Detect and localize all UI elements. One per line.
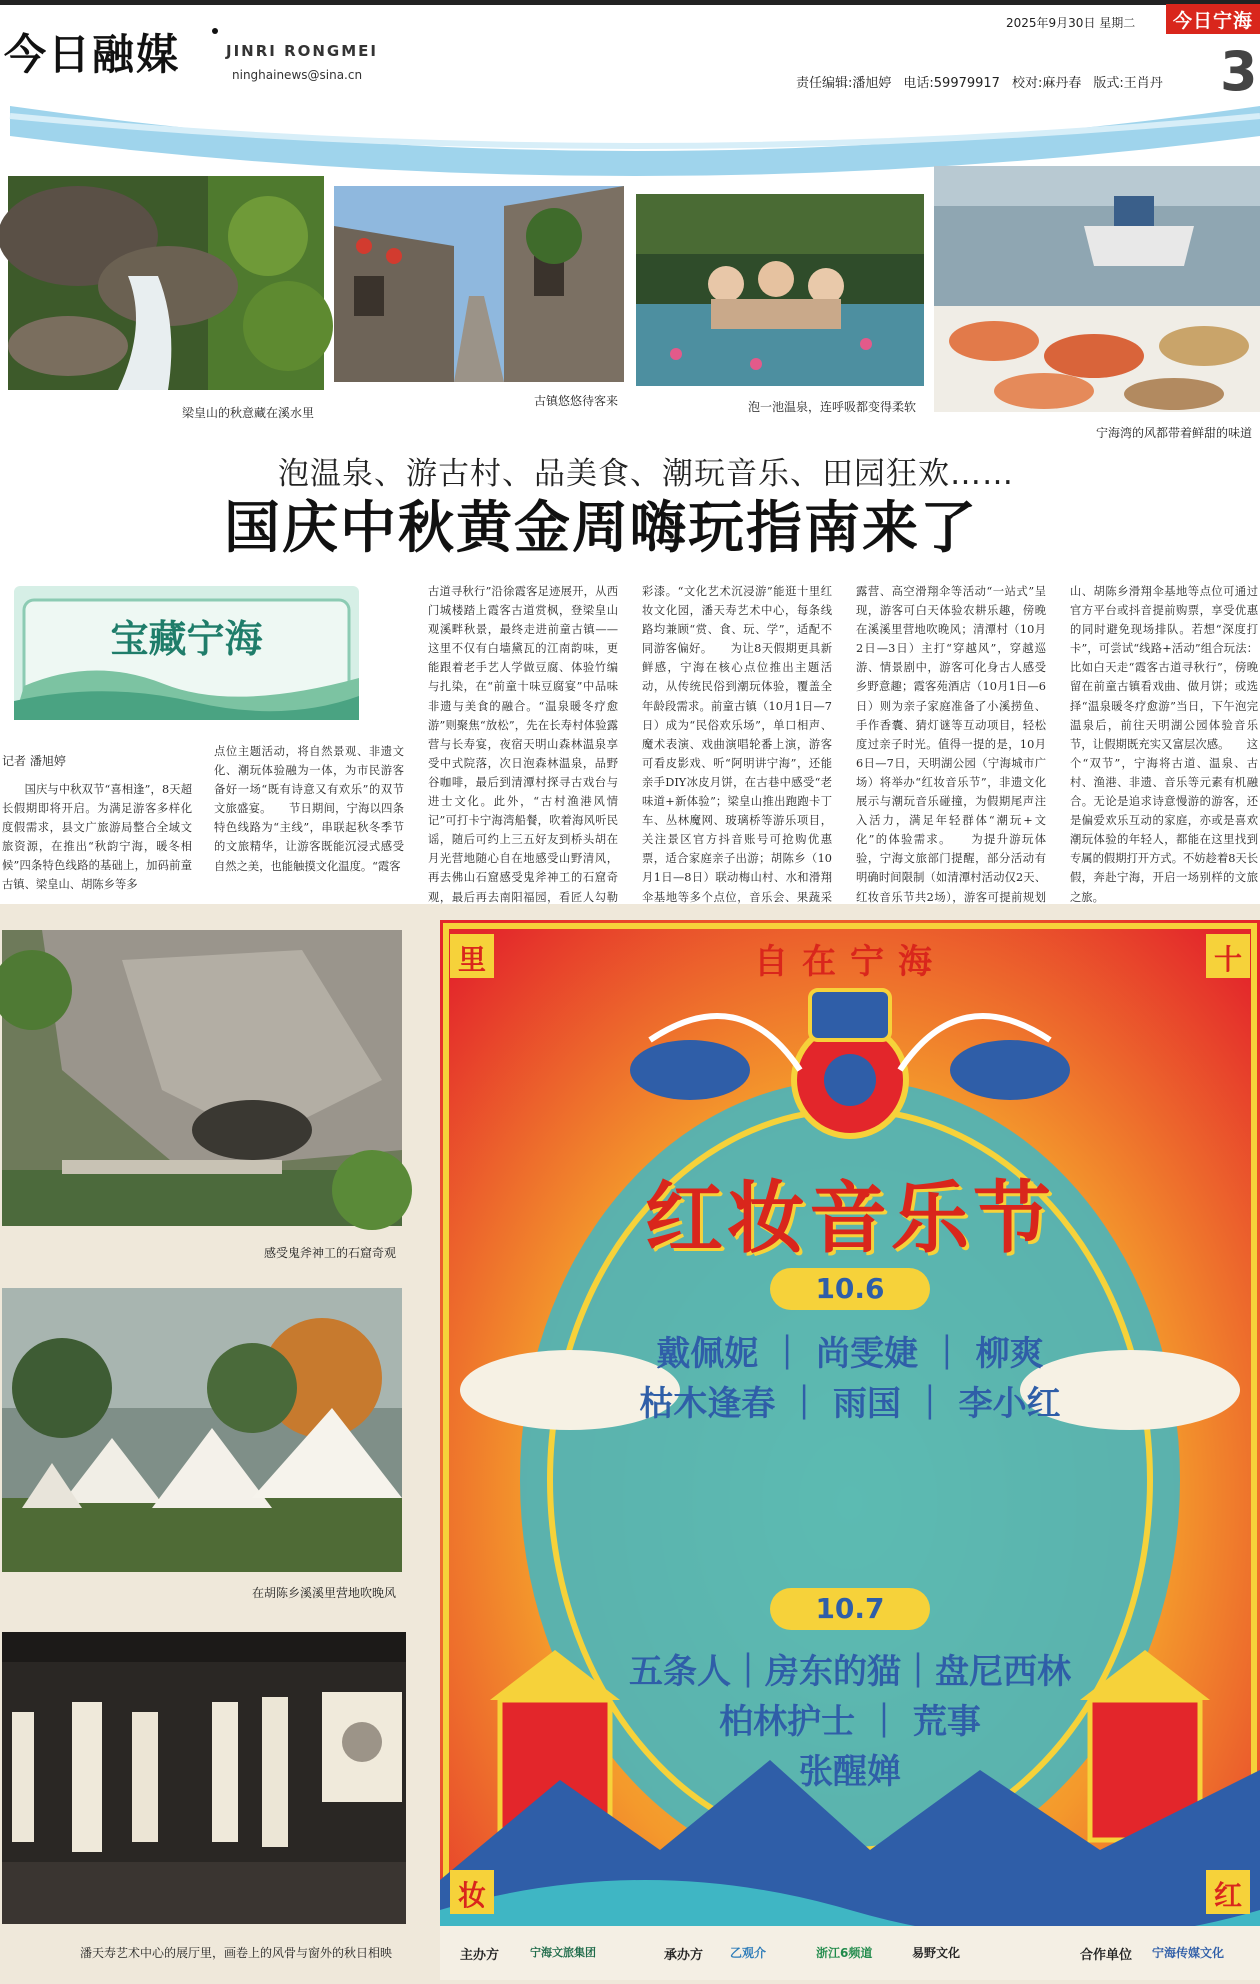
- poster-host-label: 主办方: [460, 1948, 500, 1963]
- editor-credits: [796, 72, 1163, 91]
- credit-phone: 电话:59979917: [903, 76, 1000, 91]
- poster-organizer-label: 承办方: [664, 1948, 704, 1963]
- issue-date: 2025年9月30日 星期二: [1006, 16, 1136, 30]
- poster-day2-date: 10.7: [815, 1592, 885, 1625]
- banner-text: 宝藏宁海: [110, 616, 263, 661]
- photo-stone-grotto: [2, 930, 402, 1226]
- article-column-2: 点位主题活动，将自然景观、非遗文化、潮玩体验融为一体，为市民游客备好一场“既有诗意又有欢乐”的双节文旅盛宴。 节日期间，宁海以四条特色线路为“主线”，串联起秋冬季节的文旅精华，让游客既能沉浸式感受自然之美，也能触摸文化温度。“霞客: [214, 745, 404, 873]
- poster-title: 红妆音乐节: [644, 1174, 1055, 1264]
- photo-caption: 梁皇山的秋意藏在溪水里: [182, 406, 315, 420]
- photo-caption: 潘天寿艺术中心的展厅里，画卷上的风骨与窗外的秋日相映: [80, 1946, 393, 1960]
- photo-lianghuangshan-stream: [8, 176, 324, 390]
- bullet-dot: [212, 28, 218, 34]
- music-festival-poster: [440, 920, 1260, 1980]
- article-column-1: 国庆与中秋双节“喜相逢”，8天超长假期即将开启。为满足游客多样化度假需求，县文广旅游局整合全域文旅资源，在推出“秋韵宁海，暖冬相候”四条特色线路的基础上，加码前童古镇、梁皇山、胡陈乡等多: [2, 783, 192, 892]
- photo-caption: 在胡陈乡溪溪里营地吹晚风: [252, 1586, 397, 1600]
- article-column-3: 古道寻秋行”沿徐霞客足迹展开，从西门城楼踏上霞客古道赏枫，登梁皇山观溪畔秋景，最终走进前童古镇——这里不仅有白墙黛瓦的江南韵味，更能跟着老手艺人学做豆腐、体验竹编与扎染，在“前童十味豆腐宴”中品味非遗与美食的融合。“温泉暖冬疗愈游”则聚焦“放松”，先在长寿村体验露营与长寿宴，夜宿天明山森林温泉享受中式院落，次日泡森林温泉，品野谷咖啡，最后到清潭村探寻古戏台与进士文化。此外，“古村渔港风情记”可打卡宁海湾船餐，吹着海风听民谣，随后可约上三五好友到桥头胡在月光营地随心自在地感受山野清风，再去佛山石窟感受鬼斧神工的石窟奇观，最后再去南阳福园，看匠人勾勒: [428, 585, 618, 904]
- section-pinyin: JINRI RONGMEI: [226, 42, 378, 60]
- credit-editor: 责任编辑:潘旭婷: [796, 76, 892, 91]
- photo-ancient-town: [334, 186, 624, 382]
- poster-organizer-logo: 乙观介: [730, 1946, 767, 1960]
- poster-artwork: [440, 920, 1260, 1980]
- article-column-5: 露营、高空滑翔伞等活动“一站式”呈现，游客可白天体验农耕乐趣，傍晚在溪溪里营地吹晚风；清潭村（10月2日—3日）主打“穿越风”，穿越巡游、情景剧中，游客可化身古人感受乡野意趣；霞客苑酒店（10月1日—6日）则为亲子家庭准备了小溪捞鱼、手作香囊、猜灯谜等互动项目，轻松度过亲子时光。值得一提的是，10月6日—7日，天明湖公园（宁海城市广场）将举办“红妆音乐节”，非遗文化展示与潮玩音乐碰撞，为假期尾声注入活力，满足年轻群体“潮玩+文化”的体验需求。 为提升游玩体验，宁海文旅部门提醒，部分活动有明确时间限制（如清潭村活动仅2天、红妆音乐节共2场），游客可提前规划: [856, 585, 1046, 904]
- poster-corner-char: 红: [1213, 1879, 1242, 1912]
- poster-subtitle: 自在宁海: [754, 942, 946, 982]
- treasure-ninghai-banner: [14, 586, 359, 720]
- poster-corner-char: 十: [1213, 943, 1242, 976]
- poster-day1-date: 10.6: [815, 1272, 885, 1305]
- poster-lineup-row: 枯木逢春 ｜ 雨国 ｜ 李小红: [639, 1384, 1061, 1424]
- article-column-6: 山、胡陈乡滑翔伞基地等点位可通过官方平台或抖音提前购票，享受优惠的同时避免现场排队。若想“深度打卡”，可尝试“线路+活动”组合玩法：比如白天走“霞客古道寻秋行”，傍晚留在前童古镇看戏曲、做月饼；或选择“温泉暖冬疗愈游”当日，下午泡完温泉后，前往天明湖公园体验音乐节，让假期既充实又富层次感。 这个“双节”，宁海将古道、温泉、古村、渔港、非遗、音乐等元素有机融合。无论是追求诗意慢游的游客，还是偏爱欢乐互动的家庭，亦或是喜欢潮玩体验的年轻人，都能在这里找到专属的假期打开方式。不妨趁着8天长假，奔赴宁海，开启一场别样的文旅之旅。: [1070, 585, 1258, 904]
- photo-camping-tents: [2, 1288, 402, 1572]
- section-email: ninghainews@sina.cn: [232, 68, 363, 82]
- credit-layout: 版式:王肖丹: [1093, 76, 1163, 91]
- poster-lineup-row: 五条人｜房东的猫｜盘尼西林: [629, 1652, 1071, 1692]
- poster-corner-char: 妆: [457, 1879, 486, 1912]
- poster-organizer-logo: 易野文化: [912, 1946, 961, 1960]
- credit-proofreader: 校对:麻丹春: [1011, 76, 1082, 91]
- photo-art-exhibition: [2, 1632, 406, 1924]
- photo-caption: 泡一池温泉，连呼吸都变得柔软: [748, 400, 917, 414]
- poster-partner-label: 合作单位: [1080, 1948, 1133, 1963]
- poster-host-logo: 宁海文旅集团: [530, 1946, 596, 1959]
- headline-kicker: 泡温泉、游古村、品美食、潮玩音乐、田园狂欢……: [278, 456, 1014, 492]
- photo-seafood-bay: [934, 166, 1260, 412]
- section-title: 今日融媒: [4, 30, 181, 79]
- poster-organizer-logo: 浙江6频道: [816, 1946, 873, 1960]
- page-number: 3: [1220, 40, 1258, 103]
- photo-caption: 古镇悠悠待客来: [534, 394, 619, 408]
- poster-corner-char: 里: [457, 943, 486, 976]
- poster-partner-logo: 宁海传媒文化: [1152, 1946, 1225, 1960]
- paper-logo: 今日宁海: [1166, 4, 1260, 34]
- byline: 记者 潘旭婷: [2, 754, 66, 768]
- poster-lineup-row: 柏林护士 ｜ 荒事: [719, 1702, 981, 1742]
- photo-hot-spring: [636, 194, 924, 386]
- photo-caption: 宁海湾的风都带着鲜甜的味道: [1096, 426, 1253, 440]
- poster-lineup-row: 张醒婵: [799, 1752, 901, 1792]
- poster-lineup-row: 戴佩妮 ｜ 尚雯婕 ｜ 柳爽: [656, 1334, 1044, 1374]
- headline-title: 国庆中秋黄金周嗨玩指南来了: [224, 496, 978, 561]
- top-rule: [0, 0, 1260, 5]
- photo-caption: 感受鬼斧神工的石窟奇观: [264, 1246, 397, 1260]
- article-column-4: 彩漆。“文化艺术沉浸游”能逛十里红妆文化园，潘天寿艺术中心，每条线路均兼顾“赏、食、玩、学”，适配不同游客偏好。 为让8天假期更具新鲜感，宁海在核心点位推出主题活动，从传统民俗到潮玩体验，覆盖全年龄段需求。前童古镇（10月1日—7日）成为“民俗欢乐场”，单口相声、魔术表演、戏曲演唱轮番上演，游客可看皮影戏、听“阿明讲宁海”，还能亲手DIY冰皮月饼，在古巷中感受“老味道+新体验”；梁皇山推出跑跑卡丁车、丛林魔网、玻璃桥等游乐项目，关注景区官方抖音账号可抢购优惠票，适合家庭亲子出游；胡陈乡（10月1日—8日）联动梅山村、水和滑翔伞基地等多个点位，音乐会、果蔬采: [642, 585, 832, 904]
